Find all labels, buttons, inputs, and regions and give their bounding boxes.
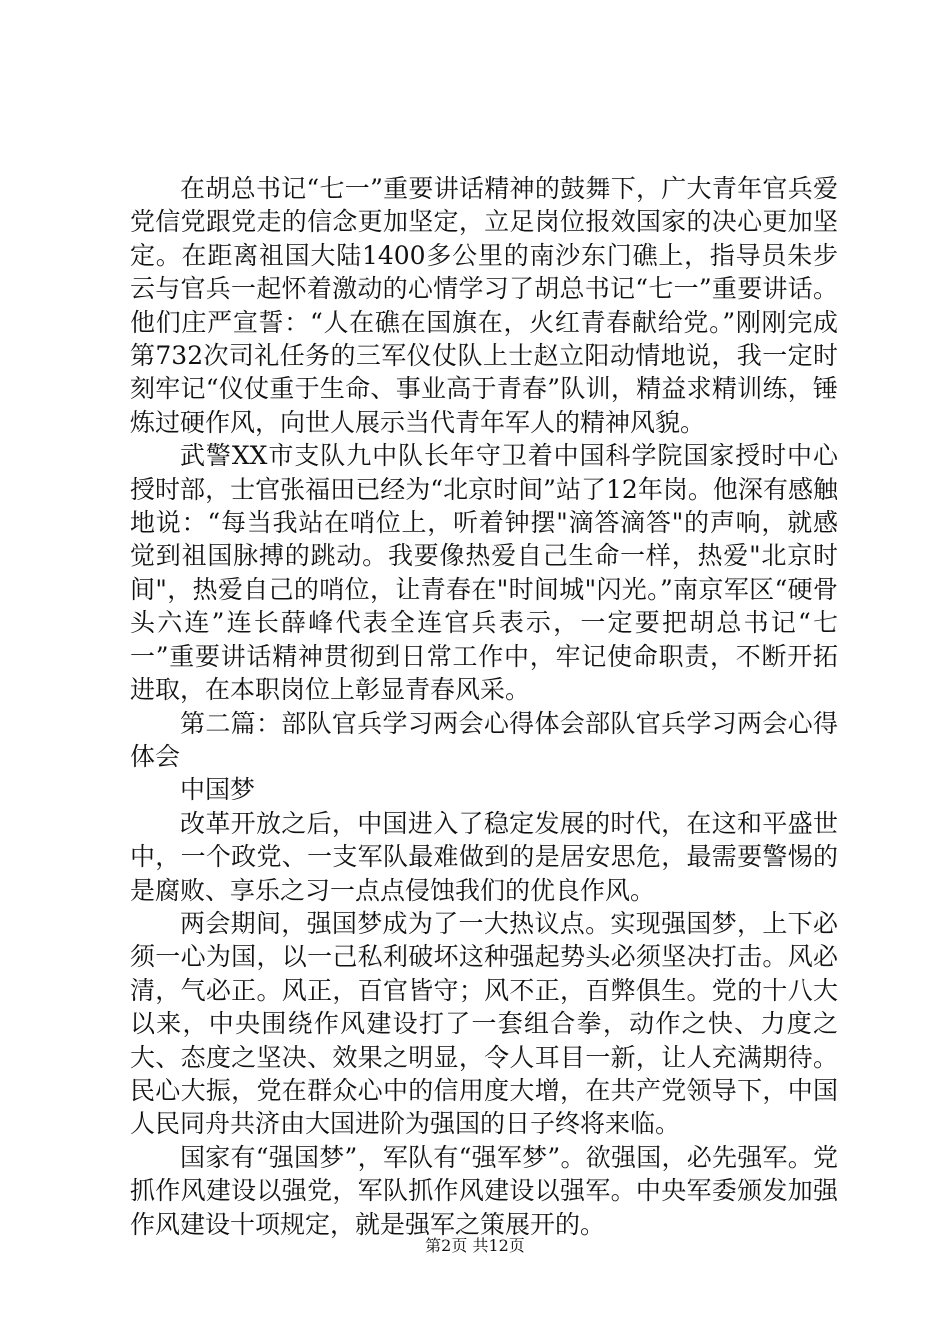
subheading: 中国梦: [180, 775, 256, 805]
section-heading: 第二篇：部队官兵学习两会心得体会部队官兵学习两会心得体会: [130, 708, 838, 771]
document-body: [130, 172, 838, 1241]
paragraph-2: 武警XX市支队九中队长年守卫着中国科学院国家授时中心授时部，士官张福田已经为“北京时间”站了12年岗。他深有感触地说：“每当我站在哨位上，听着钟摆"滴答滴答"的声响，就感觉到祖国脉搏的跳动。我要像热爱自己生命一样，热爱"北京时间"，热爱自己的哨位，让青春在"时间城"闪光。”南京军区“硬骨头六连”连长薛峰代表全连官兵表示，一定要把胡总书记“七一”重要讲话精神贯彻到日常工作中，牢记使命职责，不断开拓进取，在本职岗位上彰显青春风采。: [130, 441, 838, 705]
paragraph-3: 改革开放之后，中国进入了稳定发展的时代，在这和平盛世中，一个政党、一支军队最难做到的是居安思危，最需要警惕的是腐败、享乐之习一点点侵蚀我们的优良作风。: [130, 808, 838, 905]
paragraph-1: 在胡总书记“七一”重要讲话精神的鼓舞下，广大青年官兵爱党信党跟党走的信念更加坚定，立足岗位报效国家的决心更加坚定。在距离祖国大陆1400多公里的南沙东门礁上，指导员朱步云与官兵一起怀着激动的心情学习了胡总书记“七一”重要讲话。他们庄严宣誓：“人在礁在国旗在，火红青春献给党。”刚刚完成第732次司礼任务的三军仪仗队上士赵立阳动情地说，我一定时刻牢记“仪仗重于生命、事业高于青春”队训，精益求精训练，锤炼过硬作风，向世人展示当代青年军人的精神风貌。: [130, 174, 838, 437]
page-number-footer: 第2页 共12页: [425, 1236, 525, 1255]
paragraph-4: 两会期间，强国梦成为了一大热议点。实现强国梦，上下必须一心为国，以一己私利破坏这种强起势头必须坚决打击。风必清，气必正。风正，百官皆守；风不正，百弊俱生。党的十八大以来，中央围绕作风建设打了一套组合拳，动作之快、力度之大、态度之坚决、效果之明显，令人耳目一新，让人充满期待。民心大振，党在群众心中的信用度大增，在共产党领导下，中国人民同舟共济由大国进阶为强国的日子终将来临。: [130, 908, 838, 1139]
paragraph-5: 国家有“强国梦”，军队有“强军梦”。欲强国，必先强军。党抓作风建设以强党，军队抓作风建设以强军。中央军委颁发加强作风建设十项规定，就是强军之策展开的。: [130, 1142, 838, 1239]
